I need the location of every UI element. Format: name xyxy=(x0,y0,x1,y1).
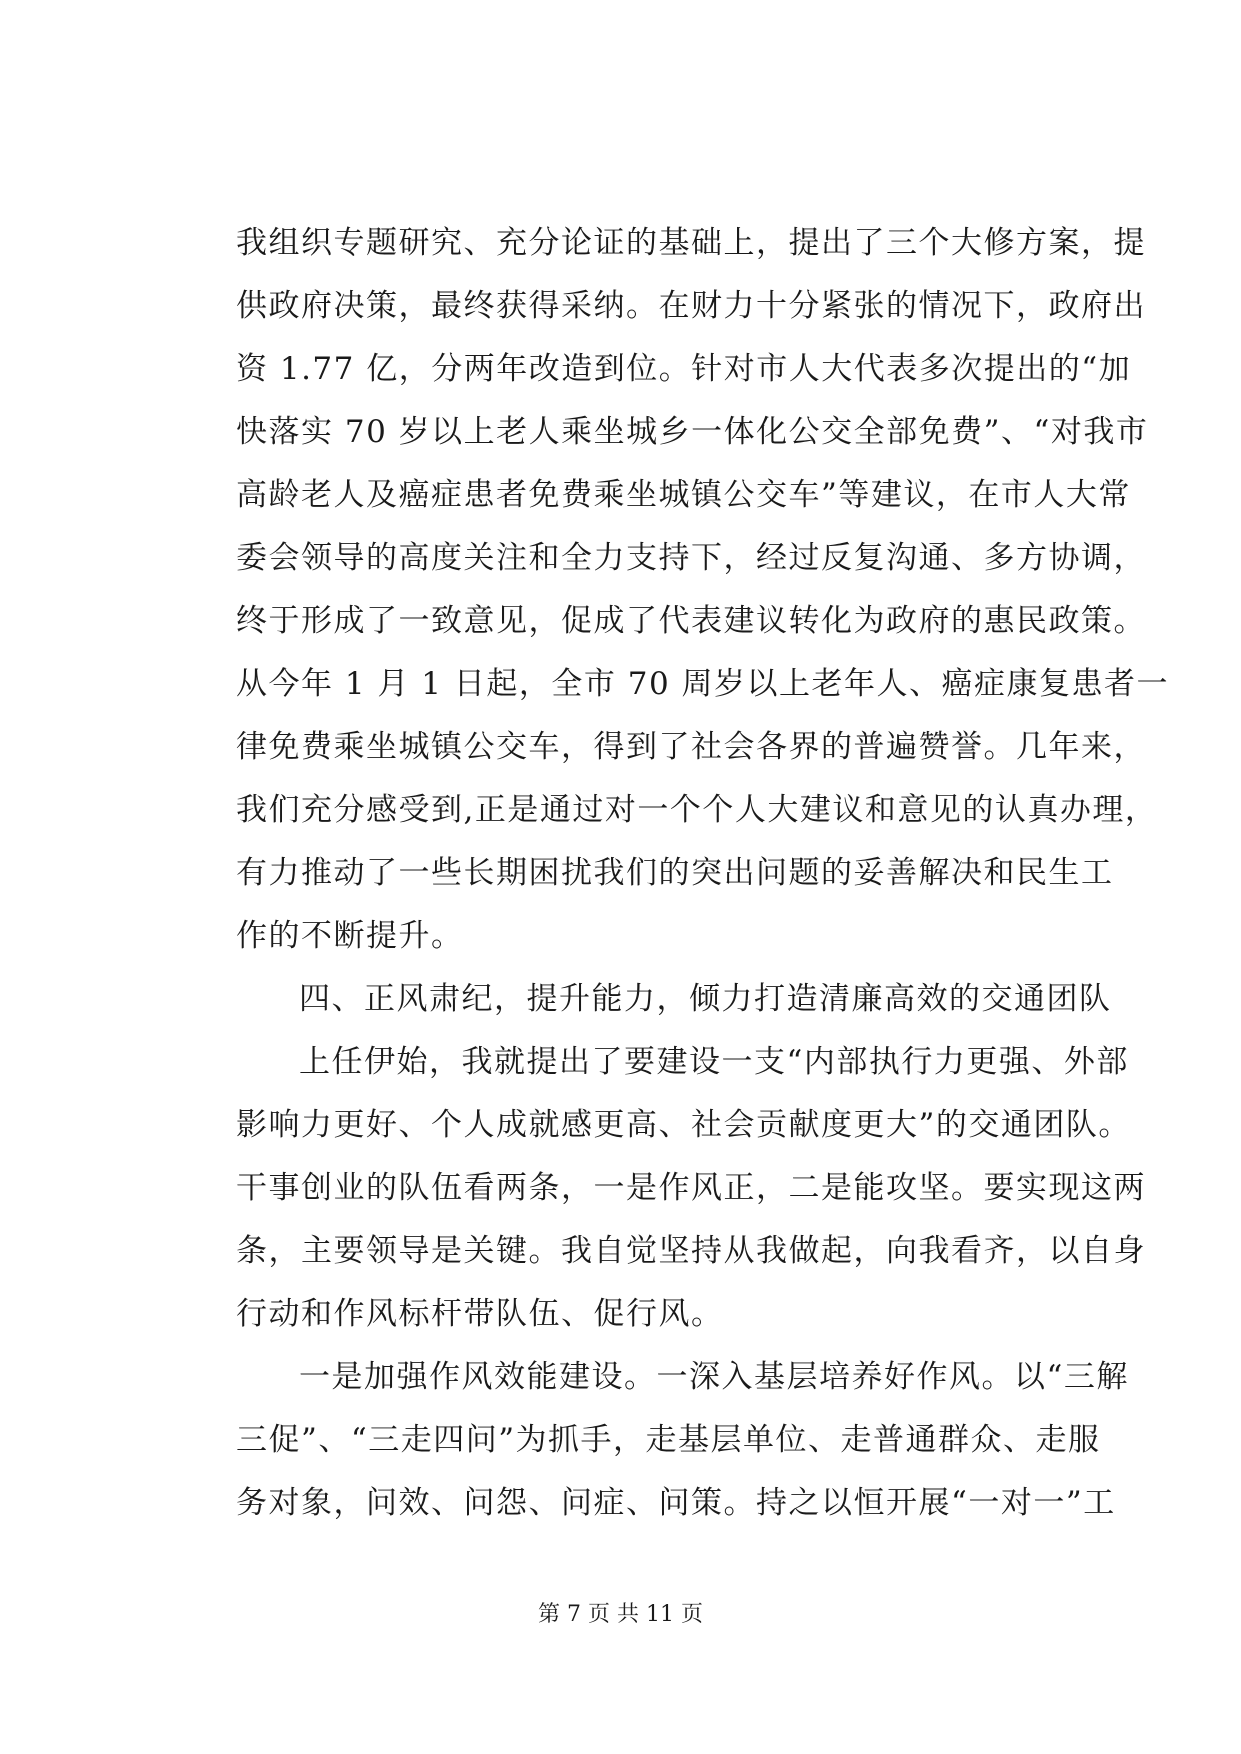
text-line: 从今年 1 月 1 日起，全市 70 周岁以上老年人、癌症康复患者一 xyxy=(236,666,1170,702)
text-line: 上任伊始，我就提出了要建设一支“内部执行力更强、外部 xyxy=(299,1044,1129,1080)
text-line: 终于形成了一致意见，促成了代表建议转化为政府的惠民政策。 xyxy=(236,603,1146,639)
text-line: 我组织专题研究、充分论证的基础上，提出了三个大修方案，提 xyxy=(236,225,1146,261)
text-line: 条，主要领导是关键。我自觉坚持从我做起，向我看齐，以自身 xyxy=(236,1233,1146,1269)
text-line: 影响力更好、个人成就感更高、社会贡献度更大”的交通团队。 xyxy=(236,1107,1131,1143)
text-line: 资 1.77 亿，分两年改造到位。针对市人大代表多次提出的“加 xyxy=(236,351,1132,387)
text-line: 供政府决策，最终获得采纳。在财力十分紧张的情况下，政府出 xyxy=(236,288,1146,324)
text-line: 行动和作风标杆带队伍、促行风。 xyxy=(236,1296,724,1332)
text-line: 作的不断提升。 xyxy=(236,918,464,954)
page-number-footer: 第 7 页 共 11 页 xyxy=(538,1602,703,1627)
text-line: 一是加强作风效能建设。一深入基层培养好作风。以“三解 xyxy=(299,1359,1129,1395)
text-line: 有力推动了一些长期困扰我们的突出问题的妥善解决和民生工 xyxy=(236,855,1114,891)
text-line: 律免费乘坐城镇公交车，得到了社会各界的普遍赞誉。几年来， xyxy=(236,729,1146,765)
text-line: 高龄老人及癌症患者免费乘坐城镇公交车”等建议，在市人大常 xyxy=(236,477,1131,513)
text-line: 务对象，问效、问怨、问症、问策。持之以恒开展“一对一”工 xyxy=(236,1485,1116,1521)
text-line: 委会领导的高度关注和全力支持下，经过反复沟通、多方协调， xyxy=(236,540,1146,576)
text-line: 我们充分感受到,正是通过对一个个人大建议和意见的认真办理， xyxy=(236,792,1158,828)
text-line: 干事创业的队伍看两条，一是作风正，二是能攻坚。要实现这两 xyxy=(236,1170,1146,1206)
text-line: 三促”、“三走四问”为抓手，走基层单位、走普通群众、走服 xyxy=(236,1422,1101,1458)
text-line: 快落实 70 岁以上老人乘坐城乡一体化公交全部免费”、“对我市 xyxy=(236,414,1149,450)
section-heading: 四、正风肃纪，提升能力，倾力打造清廉高效的交通团队 xyxy=(299,981,1112,1017)
